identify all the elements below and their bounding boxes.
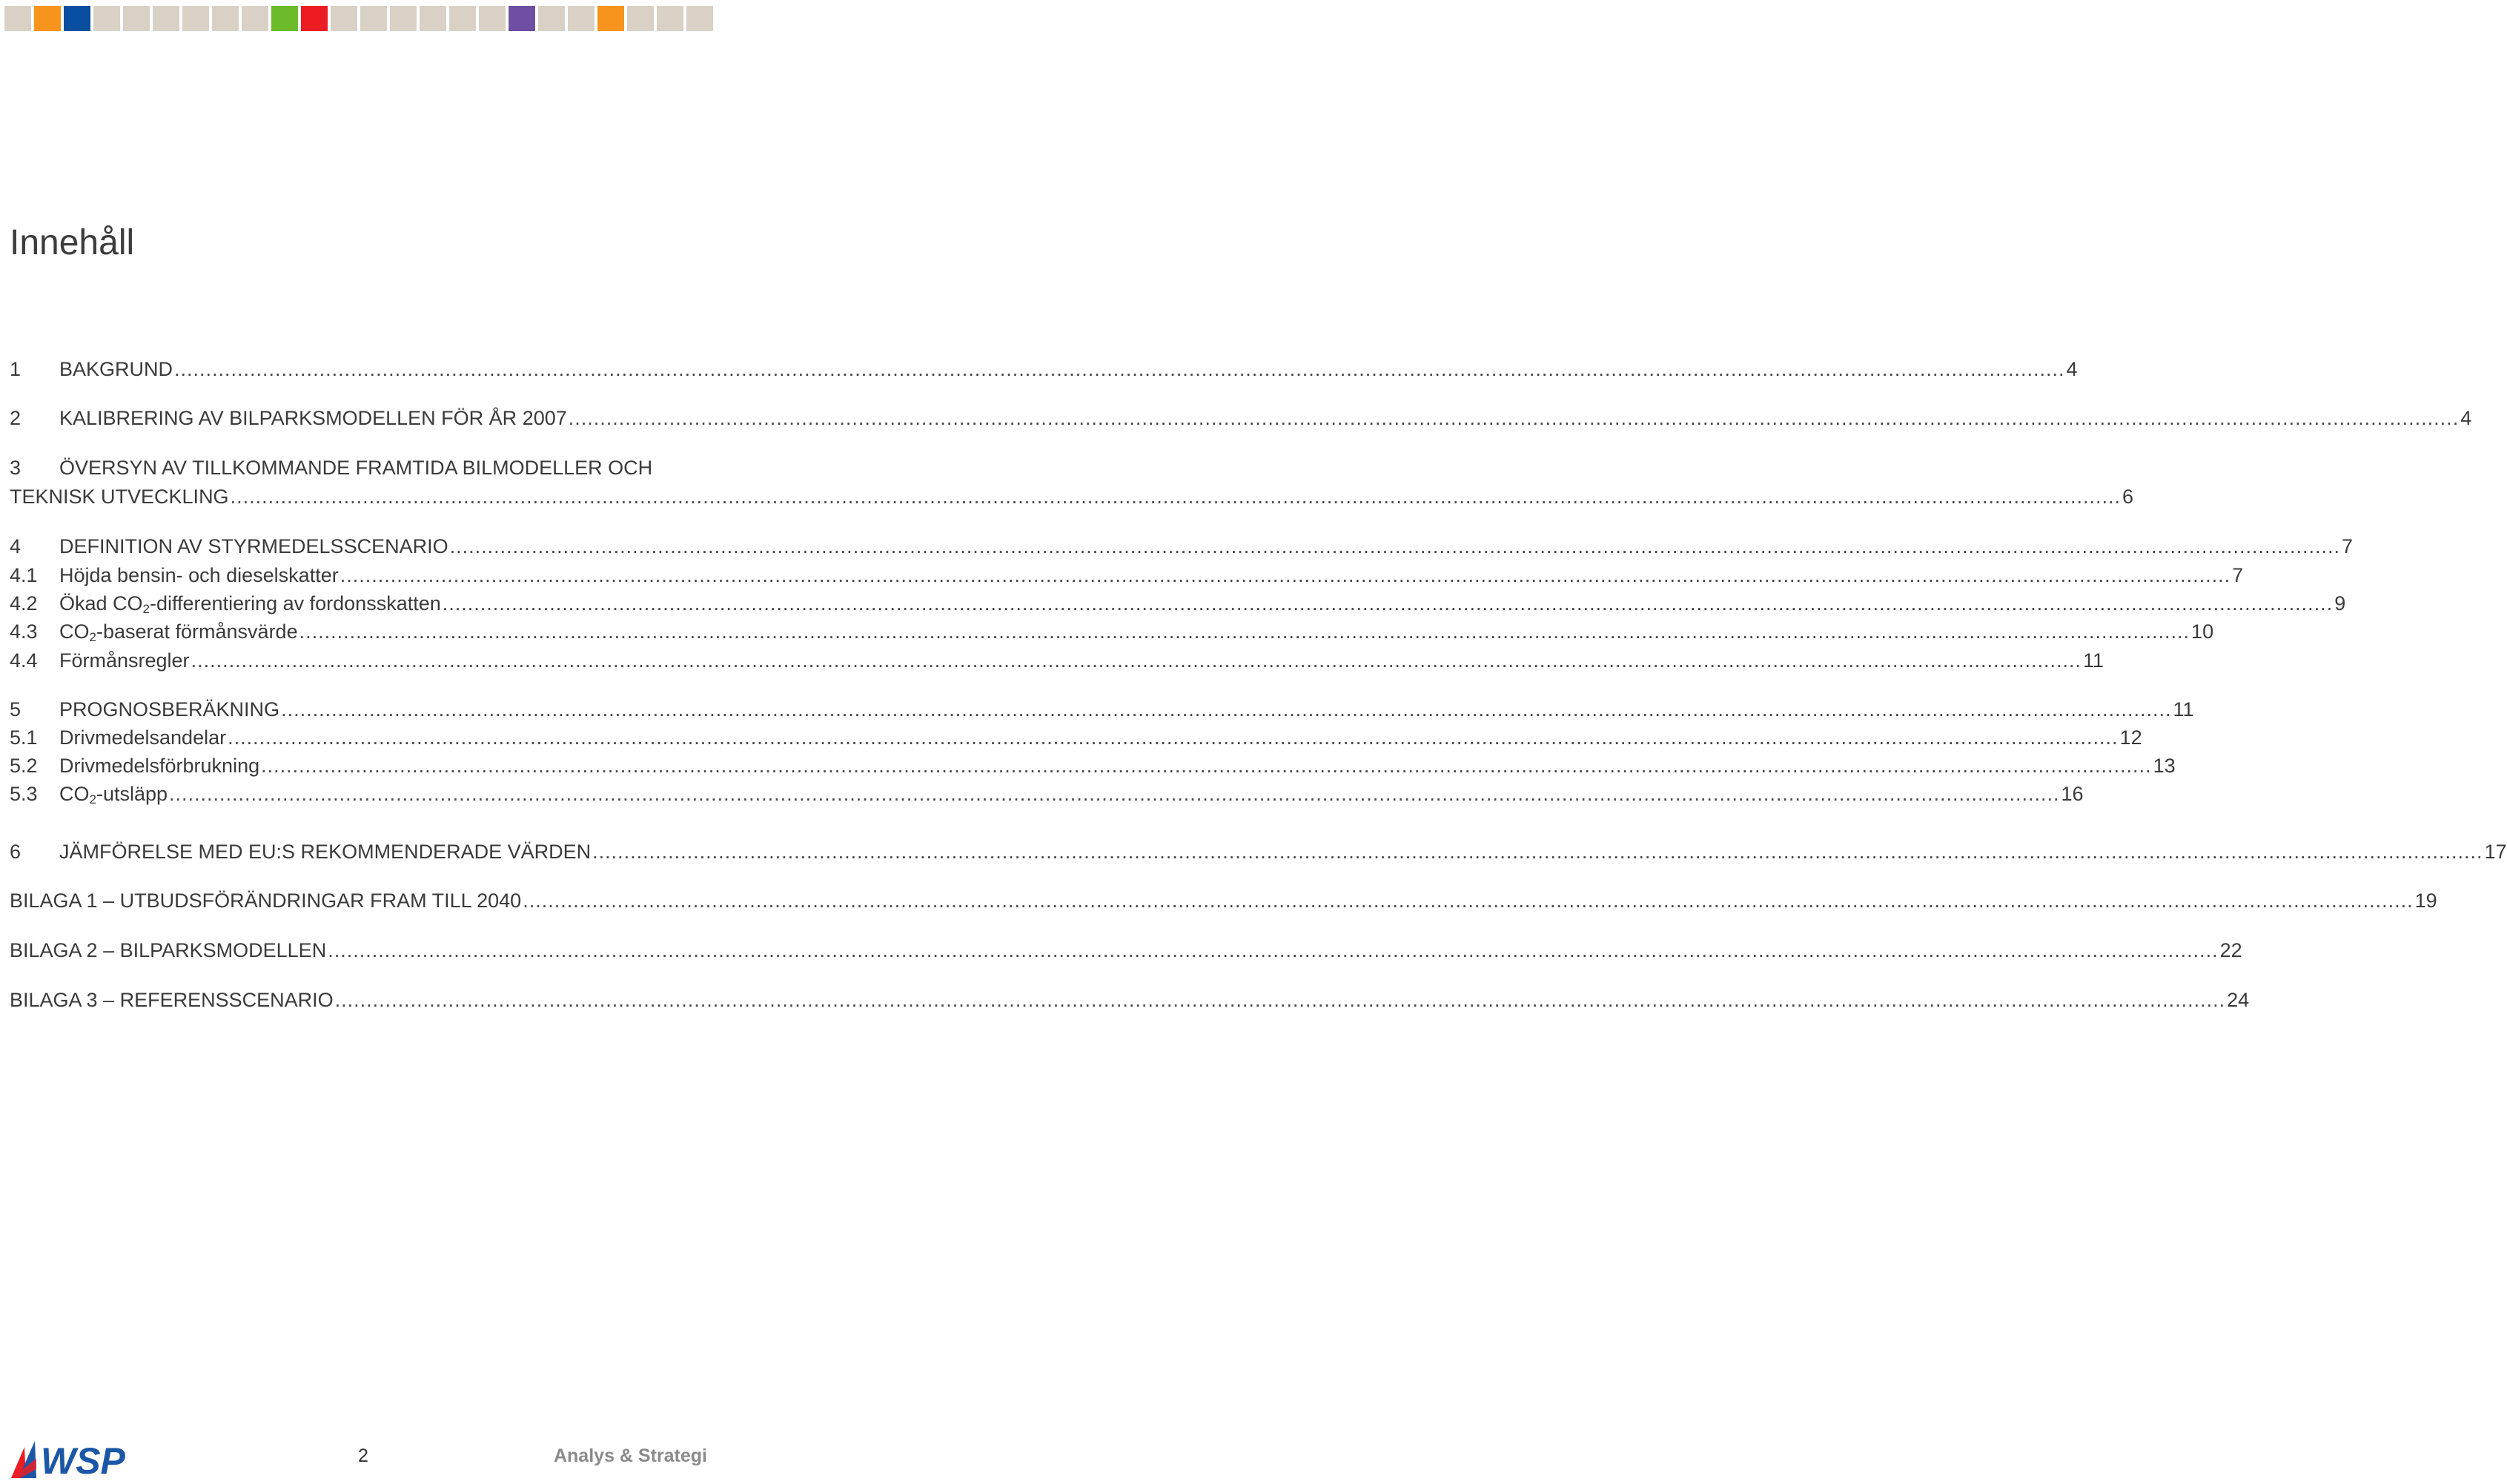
toc-entry-3[interactable] [10, 454, 706, 481]
toc-entry-page: 12 [2119, 726, 2142, 749]
dot-leader: ............................................................................................................................................................................................................................................................................................................ [523, 890, 2414, 912]
toc-entry-title: Förmånsregler [59, 649, 190, 672]
color-block [420, 6, 446, 31]
toc-entry-title: DEFINITION AV STYRMEDELSSCENARIO [59, 535, 448, 557]
dot-leader: ............................................................................................................................................................................................................................................................................................................ [449, 535, 2341, 557]
toc-entry-4-4[interactable] [10, 647, 2104, 674]
toc-entry-number: 4.3 [10, 620, 38, 643]
toc-entry-title: Drivmedelsförbrukning [59, 755, 260, 777]
color-block [597, 6, 624, 31]
color-block [331, 6, 357, 31]
toc-entry-title: BILAGA 2 – BILPARKSMODELLEN [10, 939, 327, 961]
toc-entry-number: 5 [10, 698, 21, 721]
toc-entry-title: $CO_2$-baserat förmånsvärde [59, 620, 298, 644]
toc-entry-bilaga-2[interactable] [10, 937, 2242, 964]
color-block [390, 6, 417, 31]
toc-entry-page: 11 [2083, 649, 2104, 672]
color-block [568, 6, 595, 31]
dot-leader: ............................................................................................................................................................................................................................................................................................................ [568, 407, 2460, 429]
page-number: 2 [358, 1445, 368, 1466]
toc-entry-title-line2: TEKNISK UTVECKLING [10, 486, 229, 508]
color-block [93, 6, 120, 31]
toc-entry-6[interactable] [10, 838, 2507, 865]
toc-entry-5-1[interactable] [10, 724, 2142, 751]
color-block [153, 6, 179, 31]
color-block [449, 6, 476, 31]
dot-leader: ............................................................................................................................................................................................................................................................................................................ [281, 698, 2172, 721]
toc-entry-page: 22 [2219, 939, 2242, 961]
toc-entry-number: 4.4 [10, 649, 38, 672]
dot-leader: ............................................................................................................................................................................................................................................................................................................ [340, 564, 2231, 586]
toc-entry-4-2[interactable] [10, 590, 2346, 617]
toc-entry-number: 1 [10, 358, 21, 380]
toc-entry-5-3[interactable] [10, 781, 2084, 807]
toc-entry-page: 6 [2122, 486, 2134, 508]
toc-entry-title: $CO_2$-utsläpp [59, 783, 168, 806]
toc-entry-number: 4.2 [10, 592, 38, 615]
toc-entry-page: 7 [2342, 535, 2354, 557]
toc-entry-number: 5.1 [10, 726, 38, 749]
dot-leader: ............................................................................................................................................................................................................................................................................................................ [230, 486, 2122, 508]
toc-entry-5-2[interactable] [10, 752, 2176, 779]
toc-entry-4[interactable] [10, 533, 2354, 560]
toc-entry-number: 2 [10, 407, 21, 429]
footer-company-unit: Analys & Strategi [553, 1445, 707, 1466]
header-color-bar [4, 6, 713, 31]
toc-entry-title: Höjda bensin- och dieselskatter [59, 564, 339, 586]
color-block [538, 6, 565, 31]
color-block [271, 6, 298, 31]
toc-entry-page: 7 [2232, 564, 2244, 586]
color-block [212, 6, 239, 31]
toc-entry-5[interactable] [10, 696, 2194, 723]
toc-entry-page: 19 [2414, 890, 2437, 912]
toc-entry-3-continued[interactable] [10, 483, 2134, 510]
toc-entry-title: PROGNOSBERÄKNING [59, 698, 280, 721]
toc-entry-page: 24 [2227, 989, 2250, 1011]
dot-leader: ............................................................................................................................................................................................................................................................................................................ [174, 358, 2065, 380]
toc-entry-number: 5.2 [10, 755, 38, 777]
toc-entry-page: 16 [2061, 783, 2084, 805]
color-block [657, 6, 683, 31]
wsp-logo [10, 1437, 150, 1480]
toc-entry-title-line1: ÖVERSYN AV TILLKOMMANDE FRAMTIDA BILMODELLER OCH [59, 457, 653, 479]
toc-entry-page: 9 [2334, 592, 2346, 615]
color-block [4, 6, 31, 31]
toc-entry-page: 11 [2173, 698, 2194, 721]
color-block [64, 6, 90, 31]
toc-entry-number: 4 [10, 535, 21, 557]
toc-entry-2[interactable] [10, 405, 2472, 431]
svg-text:WSP: WSP [41, 1440, 125, 1482]
color-block [479, 6, 506, 31]
dot-leader: ............................................................................................................................................................................................................................................................................................................ [334, 989, 2226, 1011]
color-block [123, 6, 150, 31]
toc-entry-page: 4 [2066, 358, 2078, 380]
color-block [34, 6, 61, 31]
dot-leader: ............................................................................................................................................................................................................................................................................................................ [228, 726, 2119, 749]
color-block [301, 6, 328, 31]
toc-entry-title: Ökad $CO_2$-differentiering av fordonsskatten [59, 592, 441, 616]
dot-leader: ............................................................................................................................................................................................................................................................................................................ [592, 841, 2483, 863]
page-title: Innehåll [10, 223, 135, 262]
dot-leader: ............................................................................................................................................................................................................................................................................................................ [442, 592, 2334, 615]
wsp-logo-icon [10, 1437, 150, 1480]
toc-entry-1[interactable] [10, 356, 2078, 382]
toc-entry-title: BILAGA 1 – UTBUDSFÖRÄNDRINGAR FRAM TILL 2040 [10, 890, 522, 912]
toc-entry-number: 3 [10, 457, 21, 479]
dot-leader: ............................................................................................................................................................................................................................................................................................................ [261, 755, 2152, 777]
color-block [182, 6, 209, 31]
toc-entry-number: 6 [10, 841, 21, 863]
toc-entry-page: 17 [2484, 841, 2507, 863]
color-block [686, 6, 713, 31]
toc-entry-page: 10 [2191, 620, 2214, 643]
toc-entry-number: 5.3 [10, 783, 38, 805]
dot-leader: ............................................................................................................................................................................................................................................................................................................ [299, 620, 2190, 643]
toc-entry-bilaga-3[interactable] [10, 987, 2250, 1013]
dot-leader: ............................................................................................................................................................................................................................................................................................................ [169, 783, 2060, 805]
toc-entry-title: BILAGA 3 – REFERENSSCENARIO [10, 989, 334, 1011]
toc-entry-title: Drivmedelsandelar [59, 726, 227, 749]
toc-entry-page: 4 [2460, 407, 2472, 429]
toc-entry-number: 4.1 [10, 564, 38, 586]
toc-entry-4-1[interactable] [10, 562, 2244, 589]
toc-entry-title: BAKGRUND [59, 358, 173, 380]
toc-entry-title: KALIBRERING AV BILPARKSMODELLEN FÖR ÅR 2007 [59, 407, 567, 429]
dot-leader: ............................................................................................................................................................................................................................................................................................................ [191, 649, 2082, 672]
toc-entry-title: JÄMFÖRELSE MED EU:S REKOMMENDERADE VÄRDEN [59, 841, 592, 863]
toc-entry-4-3[interactable] [10, 618, 2214, 645]
color-block [360, 6, 387, 31]
color-block [509, 6, 535, 31]
dot-leader: ............................................................................................................................................................................................................................................................................................................ [328, 939, 2219, 961]
toc-entry-bilaga-1[interactable] [10, 887, 2437, 914]
color-block [627, 6, 654, 31]
toc-entry-page: 13 [2153, 755, 2176, 777]
color-block [242, 6, 268, 31]
